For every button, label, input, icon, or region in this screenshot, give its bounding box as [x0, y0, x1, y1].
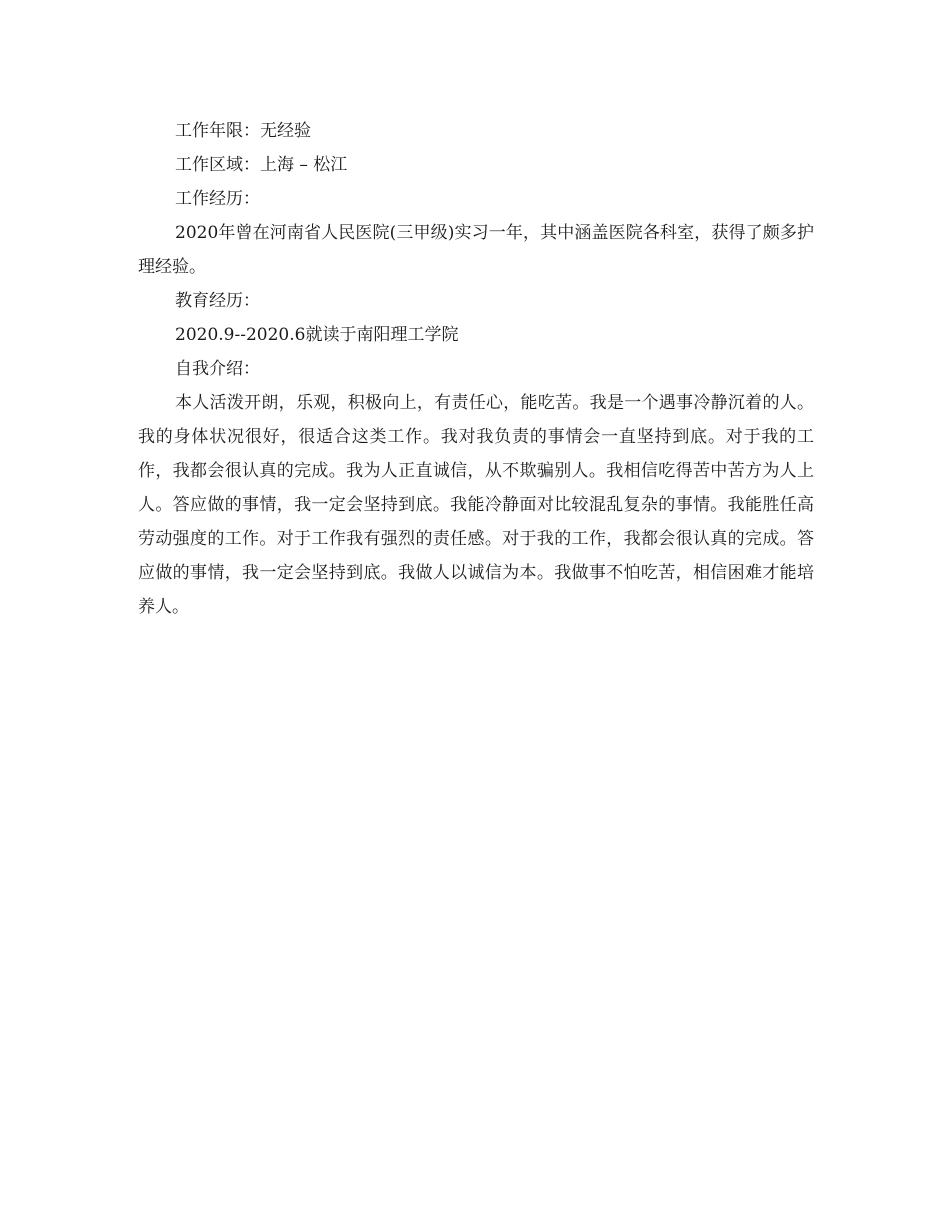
- education-text: 2020.9--2020.6就读于南阳理工学院: [175, 325, 459, 345]
- education-heading: 教育经历：: [175, 291, 260, 311]
- work-years-line: 工作年限：无经验: [175, 121, 311, 141]
- document-body: [138, 114, 814, 624]
- work-experience-text: 2020年曾在河南省人民医院(三甲级)实习一年，其中涵盖医院各科室，获得了颇多护理经验。: [138, 223, 814, 277]
- self-intro-text: 本人活泼开朗，乐观，积极向上，有责任心，能吃苦。我是一个遇事冷静沉着的人。我的身体状况很好，很适合这类工作。我对我负责的事情会一直坚持到底。对于我的工作，我都会很认真的完成。我为人正直诚信，从不欺骗别人。我相信吃得苦中苦方为人上人。答应做的事情，我一定会坚持到底。我能冷静面对比较混乱复杂的事情。我能胜任高劳动强度的工作。对于工作我有强烈的责任感。对于我的工作，我都会很认真的完成。答应做的事情，我一定会坚持到底。我做人以诚信为本。我做事不怕吃苦，相信困难才能培养人。: [138, 393, 814, 617]
- work-area-line: 工作区域：上海 – 松江: [175, 155, 348, 175]
- self-intro-heading: 自我介绍：: [175, 359, 260, 379]
- work-experience-heading: 工作经历：: [175, 189, 260, 209]
